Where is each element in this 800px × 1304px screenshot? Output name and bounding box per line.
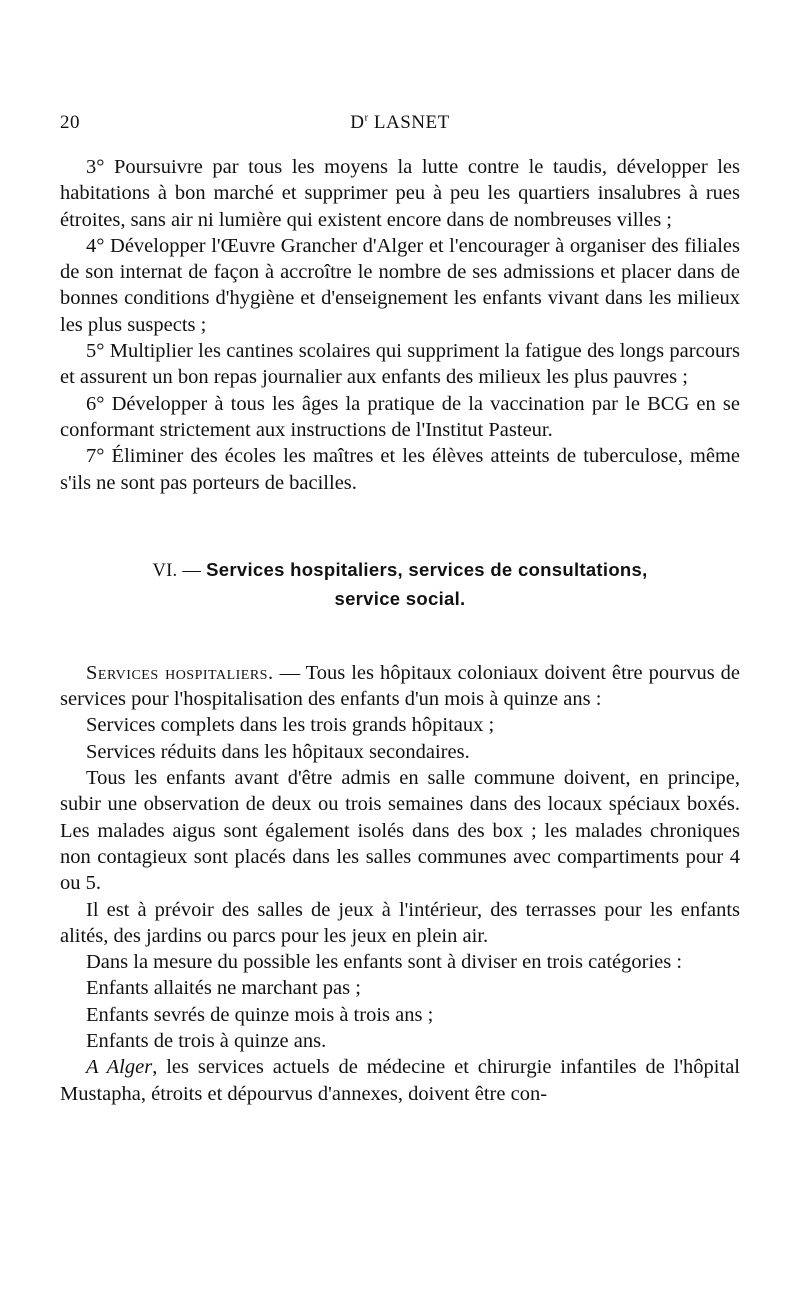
author-name bbox=[60, 112, 740, 134]
category-2: Enfants sevrés de quinze mois à trois ans ; bbox=[86, 1003, 434, 1026]
services-complets: Services complets dans les trois grands hôpitaux ; bbox=[86, 714, 495, 737]
services-intro-text: — Tous les hôpitaux coloniaux doivent être pourvus de services pour l'hospitalisation des enfants d'un mois à quinze ans : bbox=[60, 661, 740, 711]
page-number: 20 bbox=[60, 112, 80, 133]
para-categories: Dans la mesure du possible les enfants sont à diviser en trois catégories : bbox=[86, 951, 683, 974]
author-prefix: D bbox=[350, 112, 365, 133]
running-head bbox=[60, 112, 740, 142]
category-3: Enfants de trois à quinze ans. bbox=[86, 1030, 327, 1053]
para-admission: Tous les enfants avant d'être admis en salle commune doivent, en principe, subir une observation de deux ou trois semaines dans des locaux spéciaux boxés. Les malades aigus sont également isolés dans des box ; les malades chroniques non contagieux sont placés dans les salles communes avec compartiments pour 4 ou 5. bbox=[60, 767, 740, 895]
services-intro bbox=[60, 660, 740, 713]
services-lead: Services hospitaliers. bbox=[86, 661, 274, 684]
document-page bbox=[60, 112, 740, 1107]
category-1: Enfants allaités ne marchant pas ; bbox=[86, 977, 361, 1000]
author-superscript: r bbox=[364, 111, 369, 124]
item-5: 5° Multiplier les cantines scolaires qui suppriment la fatigue des longs parcours et assurent un bon repas journalier aux enfants des milieux les plus pauvres ; bbox=[60, 340, 740, 389]
section-number: VI. bbox=[152, 560, 178, 581]
para-jeux: Il est à prévoir des salles de jeux à l'intérieur, des terrasses pour les enfants alités, des jardins ou parcs pour les jeux en plein air. bbox=[60, 898, 740, 947]
services-section bbox=[60, 660, 740, 1107]
alger-text: , les services actuels de médecine et chirurgie infantiles de l'hôpital Mustapha, étroits et dépourvus d'annexes, doivent être con- bbox=[60, 1056, 740, 1105]
item-7: 7° Éliminer des écoles les maîtres et les élèves atteints de tuberculose, même s'ils ne sont pas porteurs de bacilles. bbox=[60, 445, 740, 494]
author-surname: LASNET bbox=[368, 112, 450, 133]
alger-italic: A Alger bbox=[86, 1056, 153, 1079]
recommendations-list bbox=[60, 154, 740, 496]
section-heading bbox=[60, 556, 740, 612]
item-3: 3° Poursuivre par tous les moyens la lutte contre le taudis, développer les habitations à bon marché et supprimer peu à peu les quartiers insalubres à rues étroites, sans air ni lumière qui existent encore dans de nombreuses villes ; bbox=[60, 156, 740, 231]
item-6: 6° Développer à tous les âges la pratique de la vaccination par le BCG en se conformant strictement aux instructions de l'Institut Pasteur. bbox=[60, 392, 740, 441]
section-title-line-1: Services hospitaliers, services de consultations, bbox=[206, 558, 648, 580]
section-title-line-2: service social. bbox=[334, 587, 466, 609]
para-alger bbox=[60, 1054, 740, 1107]
section-heading-line-1 bbox=[60, 556, 740, 585]
services-reduits: Services réduits dans les hôpitaux secondaires. bbox=[86, 740, 470, 763]
item-4: 4° Développer l'Œuvre Grancher d'Alger et l'encourager à organiser des filiales de son internat de façon à accroître le nombre de ses admissions et placer dans de bonnes conditions d'hygiène et d'enseignement les enfants vivant dans les milieux les plus suspects ; bbox=[60, 234, 740, 336]
section-dash: — bbox=[177, 560, 207, 581]
